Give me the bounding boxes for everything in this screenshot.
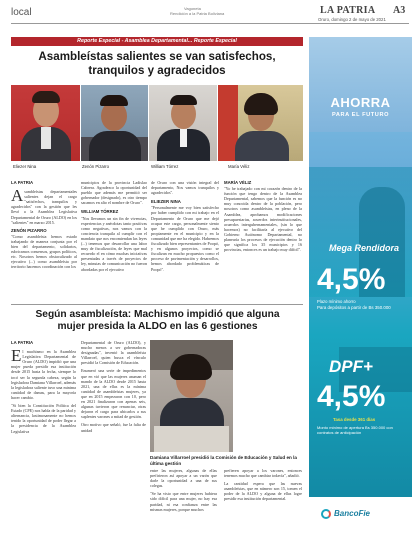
article2-col1-text: l machismo en la Asamblea Legislativa Departamental de Oruro (ALDO) impidió que una mujer pueda presidir esa institución desde 2015 hasta la fecha, siempre lo tocó ser la segunda cabeza, según la legisladora Damiana Villarroel, además la legisladora saliente tuvo una minima cantidad de damas, para la mayoría hacer cambio.: [11, 349, 76, 400]
subhead-zenon-pizarro: ZENÓN PIZARRO: [11, 227, 47, 233]
article1-dropcap: A: [11, 186, 24, 206]
article1-col2-b: "Nos llevamos un sin fin de vivencias, experiencias y anécdotas tanto positivas como negativas, nos vamos con la conciencia tranquila al cumplir con el mandato que nos encomiendan las leyes (...) tenemos que desarrollar una labor muy de fiscalización, de leyes que mal recuerdo el en cómo muchas iniciativas presentadas a través de proyectos de ley, minutas de comunicación no fueron abordadas por el ejecutivo: [81, 215, 147, 272]
photo-maria-veliz: [218, 85, 303, 161]
header-date: Oruro, domingo 2 de mayo de 2021: [318, 17, 386, 22]
photo-damiana-villarroel: [150, 340, 233, 452]
article2-byline: LA PATRIA: [11, 340, 34, 345]
article1-col2-a: municipios de la provincia Ladislao Cabrera. Agradezco la oportunidad del pueblo que además me permitió ser gobernador (designado), es otro tiempo sacamos en alto el nombre de Oruro".: [81, 180, 147, 206]
article2-headline: Según asambleísta: Machismo impidió que alguna mujer presida la ALDO en las 6 gestiones: [35, 309, 280, 332]
article1-col1-lead: sambleístas departamentales salientes dejan el cargo "satisfechos, tranquilos y agradecidos" con la gestión que les llevó a la Asamblea Legislativa Departamental de Oruro (ALDO) en los "salientes" en marzo 2015.: [11, 189, 77, 225]
article2-col3-a: entre las mujeres, algunas de ellas prefirieron así apoyar a un varón que darle la oportunidad a una de sus colegas.: [150, 468, 217, 489]
ad-rate2-small: Monto mínimo de apertura Bs 350.000 con contratos de anticipación: [317, 425, 393, 435]
header-center-line2: Rendición a la Patria Boliviana: [170, 11, 225, 16]
caption-maria-veliz: María Véliz: [228, 164, 250, 169]
article1-col3-a: de Oruro con una visión integral del departamento, Nos vamos tranquilos y agradecidos".: [151, 180, 219, 196]
bank-logo-icon: [321, 509, 331, 519]
ad-subheadline: PARA EL FUTURO: [331, 112, 390, 118]
ad-product1: Mega Rendidora: [329, 243, 400, 253]
photo-william-torrez: [149, 85, 217, 161]
article2-col2-a: Departamental de Oruro (ALDO), y mucho menos a ser gobernadoras designadas", inventó la asambleísta Villarroel, quien busca el vínculo presidió la Comisión de Educación.: [81, 340, 146, 366]
article1-col3: [151, 180, 219, 300]
article2-col3-b: "Se ha visto que entre mujeres hubiera sido difícil para una mujer, no hay esa paridad, ni esa confianza entre las mismas mujeres, porque muchos: [150, 491, 217, 512]
ad-bank-footer: [309, 497, 412, 534]
subhead-eliezer-nina: ELIEZER NINA: [151, 199, 181, 205]
article2-col3: [150, 468, 217, 530]
brand-logo: LA PATRIA: [320, 5, 376, 16]
bank-advertisement[interactable]: [309, 37, 412, 534]
article1-col2: [81, 180, 147, 300]
header-center-line1: Vagoneta: [184, 6, 201, 11]
ad-product2: DPF+: [329, 357, 373, 376]
article2-col1: [11, 340, 76, 530]
section-label: local: [11, 7, 32, 18]
article1-col4-a: "Yo he trabajado con mi corazón dentro de la función que tengo dentro de la Asamblea Departamental, sabemos que la función es no muy conocida dentro de la población, pero nosotros como asambleístas, en pleno de la Asamblea, aprobamos modificaciones presupuestarias, acuerdos interinstitucionales, acuerdos intergubernamentales, (sin lo que hacemos) no facilitaría al ejecutivo del Gobierno Autónomo Departamental, no planearía los procesos de ejecución dentro lo que significa los 35 municipios y 16 provincias, entonces es un trabajo muy difícil".: [224, 186, 302, 253]
article1-col3-b: "Personalmente me voy bien satisfecho por haber cumplido con mi trabajo en el Departamento de Oruro que me dejó ocupar este cargo, personalmente siento que he cumplido con Oruro, más propiamente en el municipio y en la comunidad que me ha elegido. Habremos fiscalizado bien representantes de Poopó, y en algunos proyectos, como se fiscalizan en mucho propuestos como el proceso de pavimentación y desarrollos, hemos abordado problemáticas de Poopó".: [151, 205, 219, 272]
subhead-william-torrez: WILLIAM TÓRREZ: [81, 209, 119, 215]
article2-col1-b: "Si bien la Constitución Política del Estado (CPE) nos habla de la paridad y alternancia, lastimosamente no hemos tenido la oportunidad de poder llegar a la presidencia de la Asamblea Legislativa: [11, 403, 76, 434]
article2-dropcap: E: [11, 346, 22, 366]
article2-col4-b: La cantidad espera que las nuevas asambleístas, que en número son 15, tomen el poder de la ALDO y alguna de ellas logre presidir esa institución departamental.: [224, 481, 302, 502]
article1-byline: LA PATRIA: [11, 180, 34, 185]
ad-rate1-small: Plazo mínimo ahorro: [317, 299, 356, 304]
ad-rate2: 4,5%: [317, 380, 386, 413]
article1-col4: [224, 180, 302, 300]
article2-col2-c: Otro motivo que señaló, fue la falta de unidad: [81, 422, 146, 433]
caption-william-torrez: William Tórrez: [151, 164, 179, 169]
header-rule: [11, 23, 409, 24]
caption-zenon-pizarro: Zenón Pizarro: [82, 164, 109, 169]
photo-eliezer-nina: [11, 85, 80, 161]
article1-headline: Asambleístas salientes se van satisfechos, tranquilos y agradecidos: [38, 50, 276, 77]
article1-col1: [11, 180, 77, 300]
kicker-bar: [11, 37, 303, 46]
ad-rate1: 4,5%: [317, 263, 386, 296]
article2-col2-b: Enumeró una serie de impedimentos que en vió que las mujeres asuman el mando de la ALDO desde 2015 hasta 2021, una de ellas es la mínima cantidad de asambleístas mujeres, ya que en 2015 empezaron con 10, pero en 2021 finalizaron con apenas seis, algunas tuvieron que renunciar, otras dejaron el cargo para ubicarlos a sus suplentes varones a mitad de gestión.: [81, 368, 146, 420]
bank-name: BancoFie: [334, 509, 371, 518]
article2-col4: [224, 468, 302, 530]
ad-rate2-note: Tasa desde 361 días: [333, 417, 376, 422]
photo-damiana-caption: Damiana Villarroel presidió la Comisión de Educación y Salud en la última gestión: [150, 455, 297, 466]
photo-zenon-pizarro: [81, 85, 148, 161]
article-divider: [11, 304, 303, 305]
ad-headline: AHORRA: [330, 95, 391, 110]
subhead-maria-veliz: MARÍA VÉLIZ: [224, 180, 252, 185]
page-number: A3: [393, 5, 406, 16]
caption-eliezer-nina: Eliezer Nina: [13, 164, 37, 169]
article2-col4-a: prefieren apoyar a los varones, entonces tenemos mucho que cambiar todavía", añadió.: [224, 468, 302, 479]
article2-col2: [81, 340, 146, 530]
kicker-text: Reporte Especial - Asamblea Departamental... Reporte Especial: [77, 38, 237, 44]
article1-col1-body: "Como asambleísta hemos estado trabajando de manera conjunta por el bien del departamento, solidarios, rubricamos consensos, grupos políticos, etc. Nosotros hemos obstaculizado al ejecutivo (...) como asambleísta por territorio hacemos coordinación con los: [11, 233, 77, 270]
ad-rate1-note: Para depósitos a partir de Bs 350.000: [317, 305, 391, 310]
